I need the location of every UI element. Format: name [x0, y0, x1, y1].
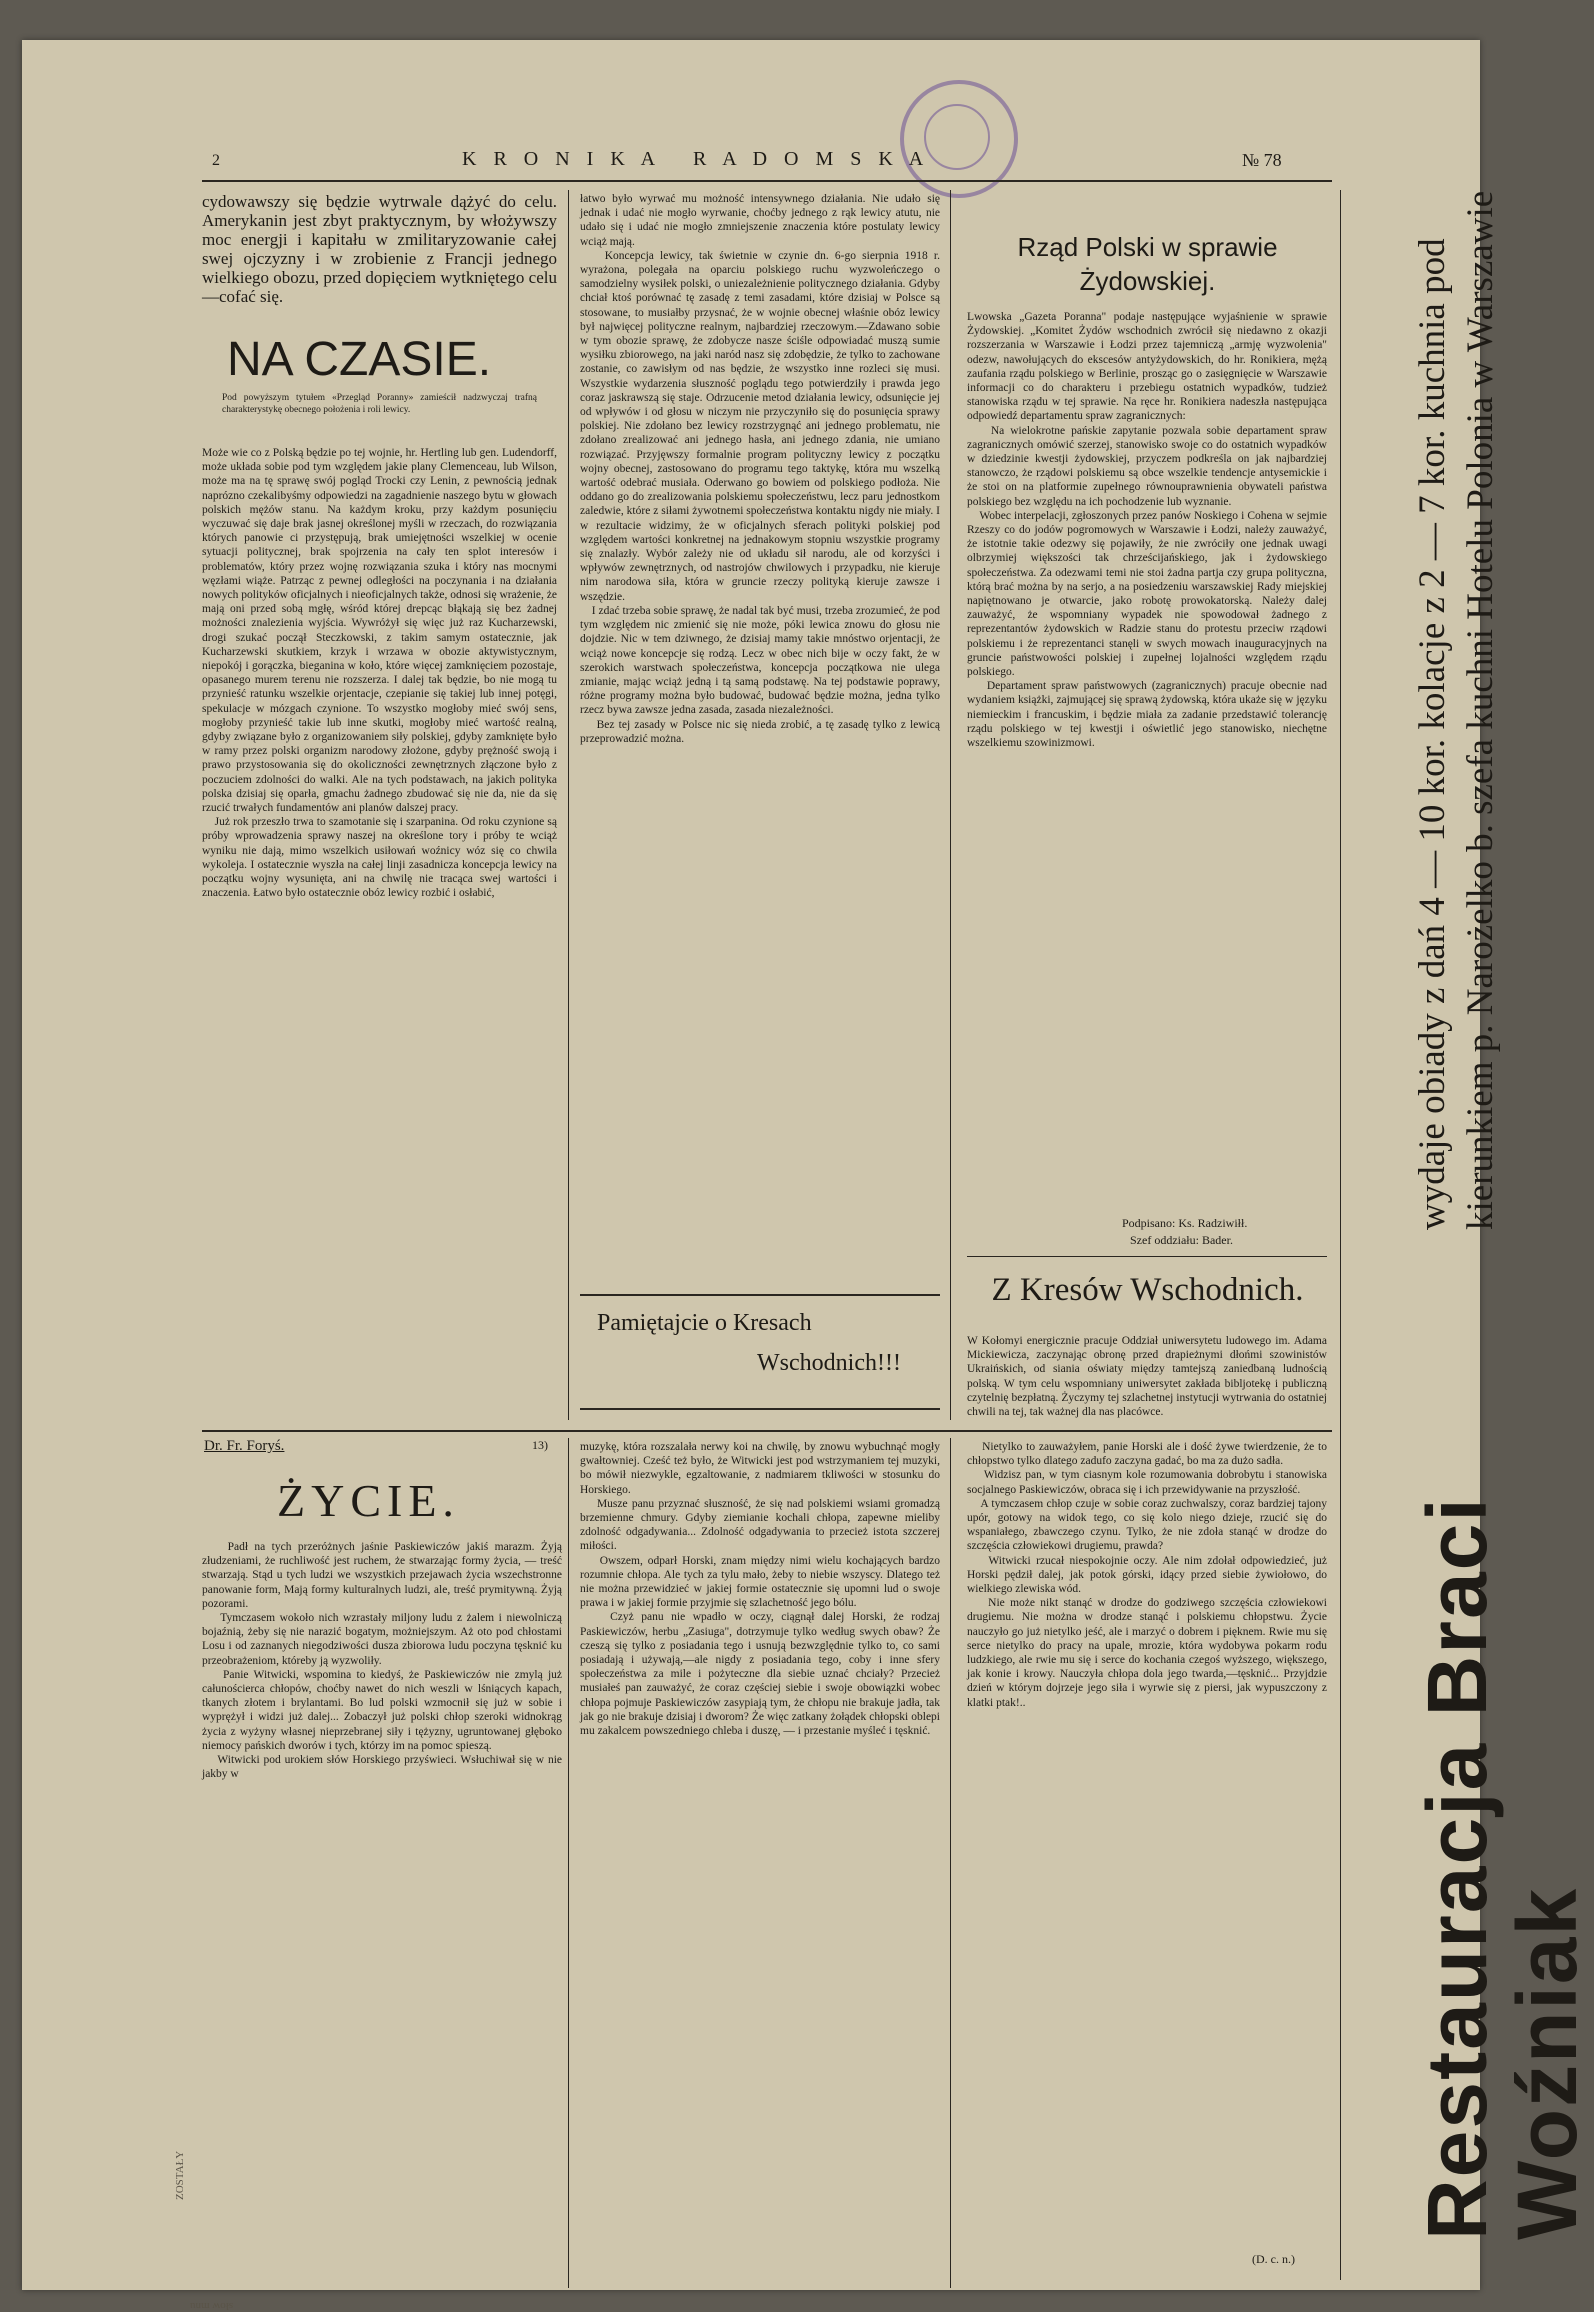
- article-body-na-czasie: Może wie co z Polską będzie po tej wojnie, hr. Hertling lub gen. Ludendorff, może układa sobie pod tym względem jakie plany Clemenceau, lub Wilson, może ma na tę sprawę swój pogląd Trocki czy Lenin, z pewnością jednak naprózno czekalibyśmy odpowiedzi na zagadnienie naszego bytu w głowach polskich mężów stanu. Na każdym kroku, przy każdym posunięciu wyczuwać się daje brak jasnej określonej myśli w rzeczach, do rozwiązania których panowie ci przystępują, brak umiejętności wszelkiej w ocenie sytuacji politycznej, brak spojrzenia na cały ten splot interesów i problematów, który przez wojnę rozwiązania szuka i który nas mocnymi węzłami wiąże. Patrząc z pewnej odległości na poczynania i na działania nowych polityków oficjalnych i nieoficjalnych także, odnosi się wrażenie, że mają oni przed sobą mgłę, wśród której drepcąc błąkają się bez żadnej możności znalezienia wyjścia. Wywróżył się więc już raz Kucharzewski, drogi szukać począł Steczkowski, z takim samym ostatecznie, jak Kucharzewski skutkiem, krzyk i wrzawa w obozie aktywistycznym, niepokój i gorączka, bieganina w koło, które więcej zamknięciem pozostaje, opasanego murem terenu nie rozszerza. I dalej tak będzie, bo nie mogą tu przynieść ratunku wszelkie orjentacje, czepianie się takiej lub innej potęgi, spekulacje w mózgach czynione. To wszystko mogłoby mieć swój sens, mogłoby przynieść takie lub inne skutki, mogłoby mieć wartość realną, gdyby związane było z organizowaniem siły polskiej, gdyby zamknięte było w ramy przez polski organizm narodowy złożone, gdyby prężność swoją i prawo przystosowania się do okoliczności zewnętrznych złączone było z poczuciem zdolności do walki. Ale na tych podstawach, na jakich polityka polska dzisiaj się oparła, gmachu żadnego zbudować się nie da, nie da się rzucić trwałych fundamentów ani planów dalszej pracy. Już rok przeszło trwa to szamotanie się i szarpanina. Od roku czynione są próby wprowadzenia sprawy naszej na określone tory i próby te wciąż wyniku nie dają, mimo wszelkich usiłowań woźnicy wóz się co chwila wykoleja. I ostatecznie wyszła na całej linji zasadnicza koncepcja lewicy na początku wojny wysunięta, ani na chwilę nie tracąca swej wartości i znaczenia. Łatwo było ostatecznie obóz lewicy rozbić i osłabić,: [202, 447, 557, 900]
- feuilleton-column-1: Padł na tych przeróżnych jaśnie Paskiewiczów jakiś marazm. Żyją złudzeniami, że ruchliwość jest ruchem, że stwarzając formy życia, — treść stwarzają. Stąd u tych ludzi we wszystkich przejawach życia wszechstronne panowanie form, Mają formy kulturalnych ludzi, ale, treść prymitywną. Żyją pozorami. Tymczasem wokoło nich wzrastały miljony ludu z żalem i niewolniczą bojaźnią, żeby się nie narazić bogatym, możniejszym. Aż oto pod chłostami Losu i od zaznanych niegodziwości dusza zbiorowa ludu poczyna tęsknić ku przeobrażeniom, któreby ją wyzwoliły. Panie Witwicki, wspomina to kiedyś, że Paskiewiczów nie zmylą już całunościerca chłopów, choćby nawet do nich weszli w lśniących kapach, tkanych złotem i brylantami. Bo lud polski wzmocnił się już w sobie i wyprężył i widzi już dalej... Zobaczył już polski chłop szeroki widnokrąg życia z wyżyny własnej nieprzebranej siły i tężyzny, ugruntowanej głęboko niemocy pańskich dworów i tych, którzy im na pomoc spieszą. Witwicki pod urokiem słów Horskiego przyświeci. Wsłuchiwał się w nie jakby w: [202, 1541, 563, 1781]
- feuilleton-author: Dr. Fr. Foryś.: [204, 1438, 285, 1454]
- feuilleton-part: 13): [532, 1438, 548, 1452]
- column-divider: [950, 1438, 951, 2288]
- ad-line-1: wydaje obiady z dań 4 — 10 kor. kolacje z 2 — 7 kor. kuchnia pod: [1412, 238, 1453, 1230]
- column-divider: [568, 190, 569, 1420]
- article-body-z-kresow: W Kołomyi energicznie pracuje Oddział uniwersytetu ludowego im. Adama Mickiewicza, zaczynając obronę przed drapieżnymi dłońmi szowinistów Ukraińskich, od siania oświaty między tamtejszą zaniedbaną ludnością polską. W tym celu wspomniany uniwersytet zakłada bibljotekę i publiczną czytelnię bezpłatną. Życzymy tej szlachetnej instytucji wytrwania do ostatniej chwili na tej, tak ważnej dla nas placówce.: [967, 1335, 1330, 1419]
- signature-radziwill: Podpisano: Ks. Radziwiłł.: [1122, 1216, 1248, 1230]
- newspaper-page: [22, 40, 1594, 2312]
- box-top: [580, 1294, 940, 1296]
- margin-note-bottom: słow mnu: [190, 2300, 234, 2312]
- slogan-line2: Wschodnich!!!: [757, 1350, 901, 1376]
- article-title-z-kresow: Z Kresów Wschodnich.: [991, 1272, 1304, 1308]
- section-rule: [967, 1256, 1327, 1257]
- ad-headline: Restauracja Braci Woźniak: [1410, 1496, 1594, 2240]
- feuilleton-column-3: Nietylko to zauważyłem, panie Horski ale i dość żywe twierdzenie, że to chłopstwo tylko dlatego zadufo zaczyna gadać, bo ma za dużo sadła. Widzisz pan, w tym ciasnym kole rozumowania dobrobytu i stanowiska socjalnego Paskiewiczów, obraca się i ich przewidywanie na przyszłość. A tymczasem chłop czuje w sobie coraz zuchwalszy, coraz bardziej tajony upór, gotowy na widok tego, co się kolo niego dzieje, rzucić się do wspaniałego, zbawczego czynu. Tylko, że nie zdoła stanąć w drodze do szczęścia człowiekowi drugiemu, prawda? Witwicki rzucał niespokojnie oczy. Ale nim zdołał odpowiedzieć, już Horski pędził dalej, jak potok górski, idący przed siebie żywiołowo, do wielkiego zlewiska wód. Nie może nikt stanąć w drodze do godziwego szczęścia człowiekowi drugiemu. Nie można w drodze stanąć i polskiemu chłopstwu. Życie nauczyło go już nietylko jeść, ale i marzyć o dobrem i pięknem. Rwie mu się serce nietylko do pracy na upale, mrozie, która wydobywa pokarm rodu ludzkiego, ale rwie mu się i serce do kochania czegoś wyższego, większego, jak konie i krowy. Nauczyła chłopa dola jego twarda,—tęsknić... Przyjdzie dzień w którym dojrzeje jego siła i wyrwie się z piersi, jak wypuszczony z klatki ptak!..: [967, 1441, 1328, 1709]
- column-divider: [568, 1438, 569, 2288]
- article-title-na-czasie: NA CZASIE.: [227, 333, 492, 386]
- ad-border-left: [1340, 190, 1341, 2280]
- margin-note-top: ZOSTAŁY: [174, 2150, 186, 2200]
- header-rule: [202, 180, 1332, 182]
- feuilleton-column-2: muzykę, która rozszalała nerwy koi na chwilę, by znowu wybuchnąć mogły gwałtowniej. Cześć też było, że Witwicki jest pod wstrzymaniem tej muzyki, bo mówił niezwykle, egzaltowanie, z nadmiarem tkliwości w stosunku do Horskiego. Musze panu przyznać słuszność, że się nad polskiemi wsiami gromadzą brzemienne chmury. Gdyby ziemianie kochali chłopa, zapewne mieliby zdolność odgadywania... Zdolność odgadywania to przecież istota szczerej miłości. Owszem, odparł Horski, znam między nimi wielu kochających bardzo rozumnie chłopa. Ale tych za tylu mało, żeby to niebie wszyscy. Dlatego też nie można przewidzieć w jakiej formie ostatecznie się upomni lud o swoje prawa i w jakiej formie przyjmie się szlachetność jego bólu. Czyż panu nie wpadło w oczy, ciągnął dalej Horski, że rodzaj Paskiewiczów, herbu „Zasiuga", dotrzymuje tylko według swych obaw? Że czeszą się tylko z posiadania tego i usnują bezwzględnie tylko to, co sami posiadają i używają,—ale nigdy z posiadania tego, coby i inne sfery społeczeństwa za mile i pożyteczne dla siebie uznać chciały? Przecież musiałeś pan zauważyć, że coraz częściej siebie i swoje obowiązki wobec chłopa pojmuje Paskiewiczów zasypiają tym, że chłopu nie brakuje jadła, tak jak go nie brakuje dzisiaj i dworom? Że więc zatkany żołądek chłopski oblepi mu zakalcem powszedniego chleba i duszę, — i przestanie myśleć i tęsknić.: [580, 1441, 941, 1738]
- box-bottom: [580, 1408, 940, 1410]
- side-advertisement: [1410, 60, 1594, 2240]
- signature-bader: Szef oddziału: Bader.: [1130, 1233, 1233, 1247]
- issue-number: № 78: [1242, 150, 1282, 170]
- slogan-line1: Pamiętajcie o Kresach: [597, 1310, 812, 1336]
- feuilleton-title: ŻYCIE.: [277, 1475, 460, 1526]
- article-intro-note: Pod powyższym tytułem «Przegląd Poranny» zamieścił nadzwyczaj trafną charakterystykę obecnego położenia i roli lewicy.: [222, 393, 540, 415]
- column-divider: [950, 190, 951, 1420]
- article-ending: cydowawszy się będzie wytrwale dążyć do celu. Amerykanin jest zbyt praktycznym, by włożywszy moc energji i kapitału w zmilitaryzowanie całej swej ojczyzny i w zrobienie z Francji jednego wielkiego obozu, przed dopięciem wytkniętego celu—cofać się.: [202, 192, 562, 306]
- masthead: K R O N I K A R A D O M S K A: [462, 148, 930, 170]
- article-body-rzad-polski: Lwowska „Gazeta Poranna" podaje następujące wyjaśnienie w sprawie Żydowskiej. „Komitet Żydów wschodnich zwrócił się niedawno z okazji rozszerzania w Warszawie i Łodzi przez tajemniczą „armję wyzwolenia" odezw, nawołujących do ekscesów antyżydowskich, do hr. Ronikiera, mężą zaufania rządu polskiego w Berlinie, prosząc go o zasięgnięcie w Warszawie informacji co do charakteru i przebiegu ostatnich wypadków, tudzież stanowiska rządu w tej sprawie. Na ręce hr. Ronikiera nadeszła następująca odpowiedź departamentu spraw zagranicznych: Na wielokrotne pańskie zapytanie pozwala sobie departament spraw zagranicznych omówić szerzej, stanowisko swoje co do ostatnich wypadków w dziedzinie kwestji żydowskiej, przyczem podkreśla on jak najbardziej stanowczo, że rządowi polskiemu są obce wszelkie tendencje antysemickie i że stoi on na platformie zupełnego równouprawnienia obywateli państwa polskiego bez względu na ich pochodzenie lub wyznanie. Wobec interpelacji, zgłoszonych przez panów Noskiego i Cohena w sejmie Rzeszy co do jodów pogromowych w Warszawie i Łodzi, należy zauważyć, że istotnie takie odezwy się pojawiły, że nie zwróciły one jednak uwagi olbrzymiej większości tak chrześcijańskiego, jak i żydowskiego społeczeństwa. Za odezwami temi nie stoi żadna partja czy grupa polityczna, którą brać można by na serjo, a na posiedzeniu warszawskiej Rady miejskiej napiętnowano je otwarcie, jako robotę prowokatorską. Należy dalej zauważyć, że wspomniany wypadek nie spowodował żadnego z reprezentantów żydowskich w Radzie stanu do protestu przeciw rządowi polskiemu i że reprezentanci stanęli w swych mowach inauguracyjnych na gruncie państwowości polskiej i zupełnej lojalności względem rządu polskiego. Departament spraw państwowych (zagranicznych) pracuje obecnie nad wydaniem książki, zajmującej się sprawą żydowską, która ukaże się w języku niemieckim i francuskim, i będzie miała za zadanie przedstawić tolerancję rządu polskiego w tej kwestji i oświetlić jego stanowisko, niechętne wszelkiemu szowinizmowi.: [967, 311, 1327, 750]
- page-number: 2: [212, 152, 220, 169]
- article-title-rzad-polski: Rząd Polski w sprawie Żydowskiej.: [1017, 232, 1278, 296]
- feuilleton-rule: [202, 1430, 1332, 1432]
- article-body-continued: łatwo było wyrwać mu możność intensywnego działania. Nie udało się jednak i udać nie mogło wyrwanie, choćby jednego z rąk lewicy atutu, nie udało się i udać nie mogło zmniejszenie znaczenia które postulaty lewicy wciąż mają. Koncepcja lewicy, tak świetnie w czynie dn. 6-go sierpnia 1918 r. wyrażona, polegała na oparciu polskiego ruchu wyzwoleńczego o samodzielny wysiłek polski, o uniezależnienie politycznego działania. Gdyby chciał ktoś porównać tę zasadę z temi zasadami, które dzisiaj w Polsce są stosowane, to musiałby przysnać, że w wojnie obecnej właśnie obóz lewicy był najwięcej polityczne realnym, najbardziej rzeczowym.—Zdawano sobie w tym obozie sprawę, że zdobycze nasze ściśle odpowiadać muszą sumie wysiłku zbiorowego, na jaki naród nasz się zdobędzie, że tylko to zachowane zostanie, co zawisłym od nas będzie, że wszystko inne rozleci się musi. Wszystkie wydarzenia słuszność poglądu tego potwierdziły i prawda jego coraz jaskrawszą się staje. Odrzucenie metod działania lewicy, odsunięcie jej od wpływów i od głosu w niczym nie przyczyniło się do posunięcia sprawy polskiej. Nie zdołano bez lewicy rozstrzygnąć ani jednego problematu, nie zdołano zrealizować ani jednego hasła, ani jednego zdania, nie umiano rozwiązać. Przyjęwszy formalnie program polityczny lewicy z początku wojny obecnej, zastosowano do programu tego taktykę, która mu wszelką wartość odebrać musiała. Oderwano go bowiem od polskiego podłoża. Nie oddano go do zrealizowania polskiemu społeczeństwu, lecz paru jednostkom zaledwie, które z siłami żywotnemi społeczeństwa kontaktu nigdy nie miały. I w rezultacie widzimy, że w oficjalnych sferach polityki polskiej pod względem wartości konkretnej na jednakowym stopniu wszystkie programy się znalazły. Wybór zależy nie od układu sił narodu, ale od korzyści i wpływów zewnętrznych, od nastrojów chwilowych i przypadku, nie kieruje nim narodowa siła, która w gruncie rzeczy polityką kieruje zawsze i wszędzie. I zdać trzeba sobie sprawę, że nadal tak być musi, trzeba zrozumieć, że pod tym względem nic zmienić się nie może, póki lewica znowu do głosu nie dojdzie. Nic w tem dziwnego, że dzisiaj mamy takie mnóstwo orjentacji, że wciąż nowe koncepcje się rodzą. Lecz w obec nich bije w oczy fakt, że w szerokich warstwach społeczeństwa, koncepcja początkowa nie ulega zmianie, mając wciąż jedną i tą samą podstawę. Na tej podstawie poprawy, różne programy można było budować, budować będzie można, jedna tylko rzecz bywa zawsze jedna zasada, zasada niezależności. Bez tej zasady w Polsce nic się nieda zrobić, a tę zasadę tylko z lewicą przeprowadzić można.: [580, 193, 941, 745]
- feuilleton-continuation: (D. c. n.): [1252, 2252, 1295, 2266]
- library-stamp-inner: [924, 104, 990, 170]
- ad-line-2: kierunkiem p. Narożelko b. szefa kuchni Hotelu Polonia w Warszawie: [1460, 190, 1501, 1230]
